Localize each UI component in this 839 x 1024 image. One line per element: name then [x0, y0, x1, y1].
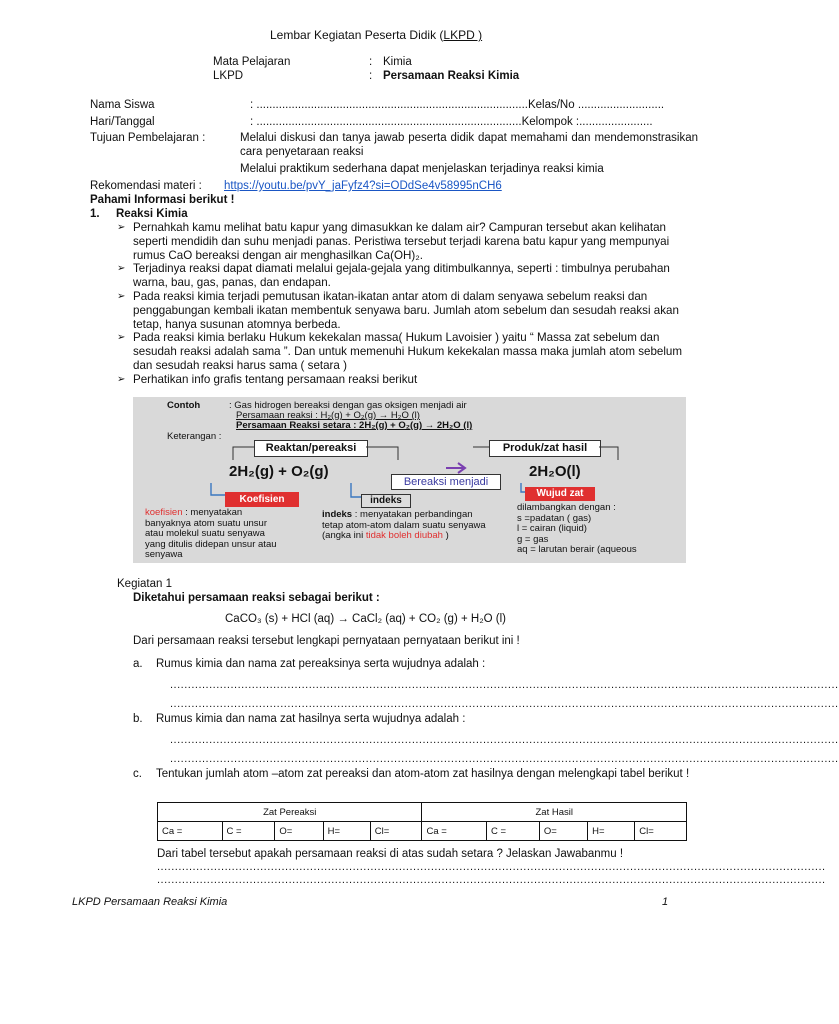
- qb-text: Rumus kimia dan nama zat hasilnya serta wujudnya adalah :: [156, 713, 466, 725]
- info-heading: Pahami Informasi berikut !: [90, 194, 235, 206]
- wujud-box: Wujud zat: [525, 487, 595, 501]
- subject-value: Kimia: [383, 56, 412, 68]
- title-lkpd: LKPD ): [443, 28, 483, 42]
- balanced-equation: Persamaan Reaksi setara : 2H₂(g) + O₂(g) → 2H₂O (l): [236, 420, 473, 431]
- lkpd-label: LKPD: [213, 70, 244, 82]
- footer-title: LKPD Persamaan Reaksi Kimia: [72, 896, 228, 908]
- activity-instruction: Dari persamaan reaksi tersebut lengkapi pernyataan pernyataan berikut ini !: [133, 635, 520, 647]
- bullet-item: ➢ Terjadinya reaksi dapat diamati melalui gejala-gejala yang ditimbulkannya, seperti : timbulnya perubahan warna, bau, gas, panas, dan endapan.: [117, 262, 697, 290]
- lkpd-value: Persamaan Reaksi Kimia: [383, 70, 520, 82]
- indeks-desc: indeks : menyatakan perbandingan tetap atom-atom dalam suatu senyawa (angka ini tidak boleh diubah ): [322, 509, 486, 541]
- lkpd-colon: :: [369, 70, 373, 82]
- product-box: Produk/zat hasil: [489, 440, 601, 457]
- equation-products: 2H₂O(l): [529, 463, 581, 480]
- reaction-infographic: [133, 397, 686, 563]
- activity-equation: CaCO₃ (s) + HCl (aq) → CaCl₂ (aq) + CO₂ (g) + H₂O (l): [225, 613, 507, 625]
- recommend-label: Rekomendasi materi :: [90, 180, 202, 192]
- contoh-text: : Gas hidrogen bereaksi dengan gas oksigen menjadi air: [229, 400, 467, 411]
- name-label: Nama Siswa: [90, 99, 155, 111]
- table-cell[interactable]: Ca =: [158, 822, 223, 841]
- info-bullets: [117, 221, 697, 387]
- reaction-equation: Persamaan reaksi : H₂(g) + O₂(g) → H₂O (l): [236, 410, 420, 421]
- date-field[interactable]: : ...................................................................................Kelompok :.......................: [250, 116, 653, 128]
- bullet-item: ➢ Perhatikan info grafis tentang persamaan reaksi berikut: [117, 373, 697, 387]
- table-head-products: Zat Hasil: [422, 803, 687, 822]
- bullet-item: ➢ Pada reaksi kimia terjadi pemutusan ikatan-ikatan antar atom di dalam senyawa sebelum reaksi dan penggabungan kembali ikatan membentuk senyawa baru. Jumlah atom sebelum dan sesudah reaksi akan tetap, hanya susunan atomnya berbeda.: [117, 290, 697, 331]
- table-cell[interactable]: O=: [539, 822, 587, 841]
- indeks-box: indeks: [361, 494, 411, 508]
- wujud-desc: dilambangkan dengan : s =padatan ( gas) l = cairan (liquid) g = gas aq = larutan berair (aqueous: [517, 502, 637, 555]
- section-title: Reaksi Kimia: [116, 208, 188, 220]
- koefisien-desc: koefisien : menyatakan banyaknya atom suatu unsur atau molekul suatu senyawa yang ditulis didepan unsur atau senyawa: [145, 507, 277, 560]
- goal-1: Melalui diskusi dan tanya jawab peserta didik dapat memahami dan mendemonstrasikan cara penyetaraan reaksi: [240, 132, 698, 158]
- atom-count-table: [157, 802, 687, 841]
- qb-label: b.: [133, 713, 143, 725]
- reactant-box: Reaktan/pereaksi: [254, 440, 368, 457]
- page-number: 1: [662, 896, 669, 908]
- table-cell[interactable]: C =: [487, 822, 540, 841]
- keterangan-label: Keterangan :: [167, 431, 222, 442]
- goal-label: Tujuan Pembelajaran :: [90, 132, 206, 144]
- table-cell[interactable]: C =: [222, 822, 275, 841]
- table-cell[interactable]: H=: [588, 822, 635, 841]
- qc-text: Tentukan jumlah atom –atom zat pereaksi dan atom-atom zat hasilnya dengan melengkapi tabel berikut !: [156, 768, 690, 780]
- date-label: Hari/Tanggal: [90, 116, 155, 128]
- table-cell[interactable]: Cl=: [370, 822, 422, 841]
- goal-2: Melalui praktikum sederhana dapat menjelaskan terjadinya reaksi kimia: [240, 163, 604, 175]
- answer-line[interactable]: ............................................................................................................................................................................................: [157, 874, 826, 886]
- answer-line[interactable]: ............................................................................................................................................................................................: [170, 698, 839, 710]
- qc-label: c.: [133, 768, 142, 780]
- activity-title: Kegiatan 1: [117, 578, 172, 590]
- qa-text: Rumus kimia dan nama zat pereaksinya serta wujudnya adalah :: [156, 658, 486, 670]
- answer-line[interactable]: ............................................................................................................................................................................................: [170, 734, 839, 746]
- section-number: 1.: [90, 208, 100, 220]
- equation-reactants: 2H₂(g) + O₂(g): [229, 463, 329, 480]
- table-cell[interactable]: O=: [275, 822, 323, 841]
- answer-line[interactable]: ............................................................................................................................................................................................: [170, 679, 839, 691]
- table-cell[interactable]: Cl=: [635, 822, 687, 841]
- contoh-label: Contoh: [167, 400, 201, 411]
- table-head-reactants: Zat Pereaksi: [158, 803, 422, 822]
- answer-line[interactable]: ............................................................................................................................................................................................: [157, 861, 826, 873]
- page-title: Lembar Kegiatan Peserta Didik (LKPD ): [270, 28, 483, 42]
- reacts-to-box: Bereaksi menjadi: [391, 474, 501, 490]
- name-field[interactable]: : .....................................................................................Kelas/No ...........................: [250, 99, 665, 111]
- bullet-item: ➢ Pada reaksi kimia berlaku Hukum kekekalan massa( Hukum Lavoisier ) yaitu “ Massa zat sebelum dan sesudah reaksi adalah sama ”. Dan untuk memenuhi Hukum kekekalan massa maka jumlah atom sebelum dan sesudah reaksi harus sama ( setara ): [117, 331, 697, 372]
- subject-label: Mata Pelajaran: [213, 56, 291, 68]
- final-question: Dari tabel tersebut apakah persamaan reaksi di atas sudah setara ? Jelaskan Jawabanmu !: [157, 848, 624, 860]
- table-cell[interactable]: Ca =: [422, 822, 487, 841]
- subject-colon: :: [369, 56, 373, 68]
- koefisien-box: Koefisien: [225, 492, 299, 507]
- qa-label: a.: [133, 658, 143, 670]
- bullet-item: ➢ Pernahkah kamu melihat batu kapur yang dimasukkan ke dalam air? Campuran tersebut akan kelihatan seperti mendidih dan suhu menjadi panas. Peristiwa tersebut terjadi karena batu kapur yang mempunyai rumus CaO bereaksi dengan air menghasilkan Ca(OH)₂.: [117, 221, 697, 262]
- table-cell[interactable]: H=: [323, 822, 370, 841]
- recommend-link[interactable]: https://youtu.be/pvY_jaFyfz4?si=ODdSe4v58995nCH6: [224, 180, 502, 192]
- activity-subtitle: Diketahui persamaan reaksi sebagai berikut :: [133, 592, 380, 604]
- answer-line[interactable]: ............................................................................................................................................................................................: [170, 753, 839, 765]
